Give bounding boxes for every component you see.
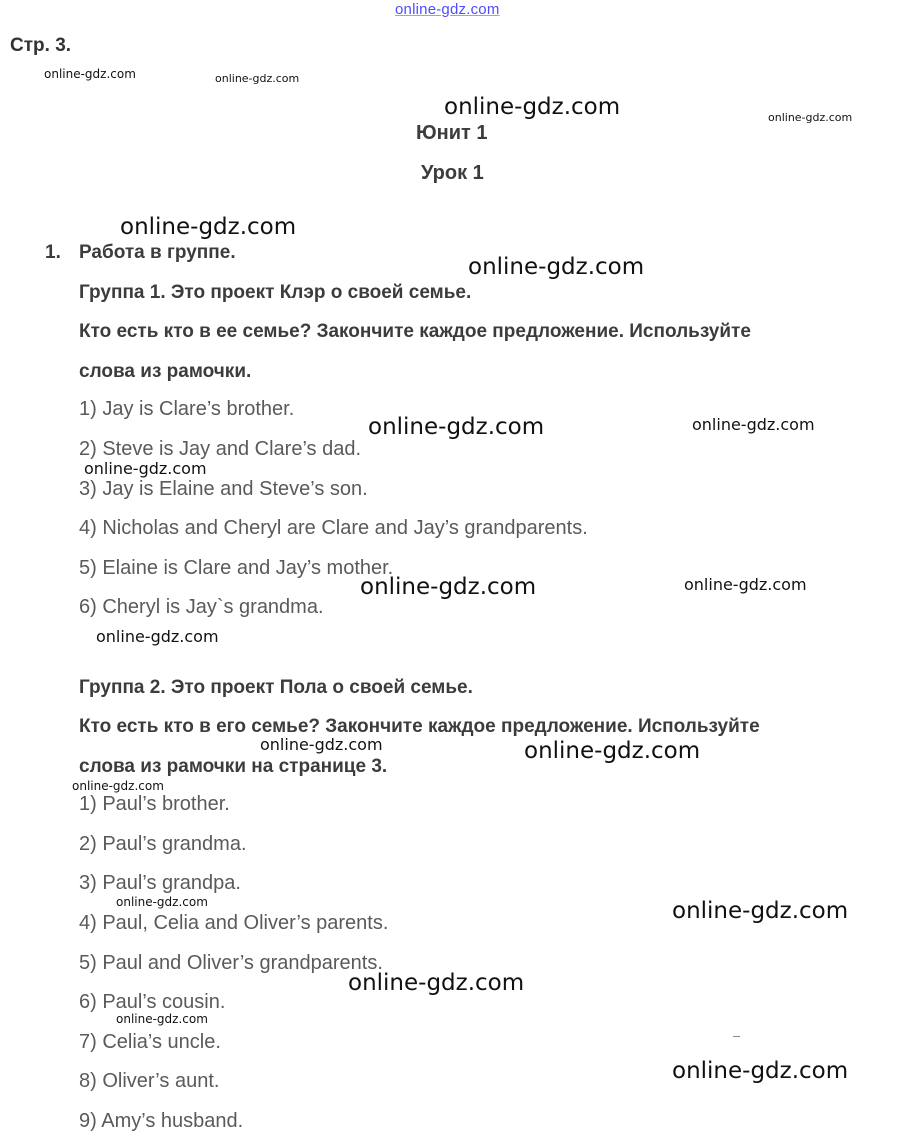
watermark: online-gdz.com	[348, 970, 525, 996]
watermark: online-gdz.com	[692, 415, 815, 434]
group2-instruction-line1: Кто есть кто в его семье? Закончите каждое предложение. Используйте	[79, 716, 760, 737]
watermark: online-gdz.com	[72, 779, 164, 793]
group1-instruction-line2: слова из рамочки.	[79, 361, 252, 382]
watermark: online-gdz.com	[524, 738, 701, 764]
group2-answer-3: 3) Paul’s grandpa.	[79, 872, 241, 894]
watermark: online-gdz.com	[468, 254, 645, 280]
watermark: online-gdz.com	[672, 898, 849, 924]
watermark: online-gdz.com	[768, 111, 853, 124]
group2-answer-6: 6) Paul’s cousin.	[79, 991, 226, 1013]
group1-instruction-line1: Кто есть кто в ее семье? Закончите каждое предложение. Используйте	[79, 321, 751, 342]
group2-title: Группа 2. Это проект Пола о своей семье.	[79, 677, 473, 698]
watermark: online-gdz.com	[684, 575, 807, 594]
watermark: online-gdz.com	[120, 214, 297, 240]
unit-title: Юнит 1	[416, 122, 488, 144]
group1-answer-2: 2) Steve is Jay and Clare’s dad.	[79, 438, 362, 460]
watermark: online-gdz.com	[215, 72, 300, 85]
group2-answer-2: 2) Paul’s grandma.	[79, 833, 247, 855]
group2-answer-5: 5) Paul and Oliver’s grandparents.	[79, 952, 383, 974]
top-site-link[interactable]: online-gdz.com	[395, 1, 500, 18]
group1-answer-5: 5) Elaine is Clare and Jay’s mother.	[79, 557, 394, 579]
group2-answer-8: 8) Oliver’s aunt.	[79, 1070, 220, 1092]
group1-title: Группа 1. Это проект Клэр о своей семье.	[79, 282, 472, 303]
watermark: online-gdz.com	[116, 1012, 208, 1026]
group2-answer-7: 7) Celia’s uncle.	[79, 1031, 221, 1053]
watermark: online-gdz.com	[96, 627, 219, 646]
watermark: online-gdz.com	[260, 735, 383, 754]
group1-answer-4: 4) Nicholas and Cheryl are Clare and Jay’s grandparents.	[79, 517, 588, 539]
lesson-title: Урок 1	[421, 162, 484, 184]
watermark: online-gdz.com	[368, 414, 545, 440]
group2-answer-4: 4) Paul, Celia and Oliver’s parents.	[79, 912, 389, 934]
watermark: online-gdz.com	[84, 459, 207, 478]
group2-answer-1: 1) Paul’s brother.	[79, 793, 230, 815]
watermark: online-gdz.com	[444, 94, 621, 120]
group2-answer-9: 9) Amy’s husband.	[79, 1110, 244, 1132]
task-number: 1.	[45, 242, 61, 263]
stray-mark	[733, 1036, 740, 1037]
group1-answer-1: 1) Jay is Clare’s brother.	[79, 398, 295, 420]
watermark: online-gdz.com	[44, 67, 136, 81]
watermark: online-gdz.com	[672, 1058, 849, 1084]
page-reference: Стр. 3.	[10, 35, 72, 56]
group1-answer-3: 3) Jay is Elaine and Steve’s son.	[79, 478, 368, 500]
group1-answer-6: 6) Cheryl is Jay`s grandma.	[79, 596, 324, 618]
task-title: Работа в группе.	[79, 242, 236, 263]
watermark: online-gdz.com	[360, 574, 537, 600]
group2-instruction-line2: слова из рамочки на странице 3.	[79, 756, 388, 777]
watermark: online-gdz.com	[116, 895, 208, 909]
